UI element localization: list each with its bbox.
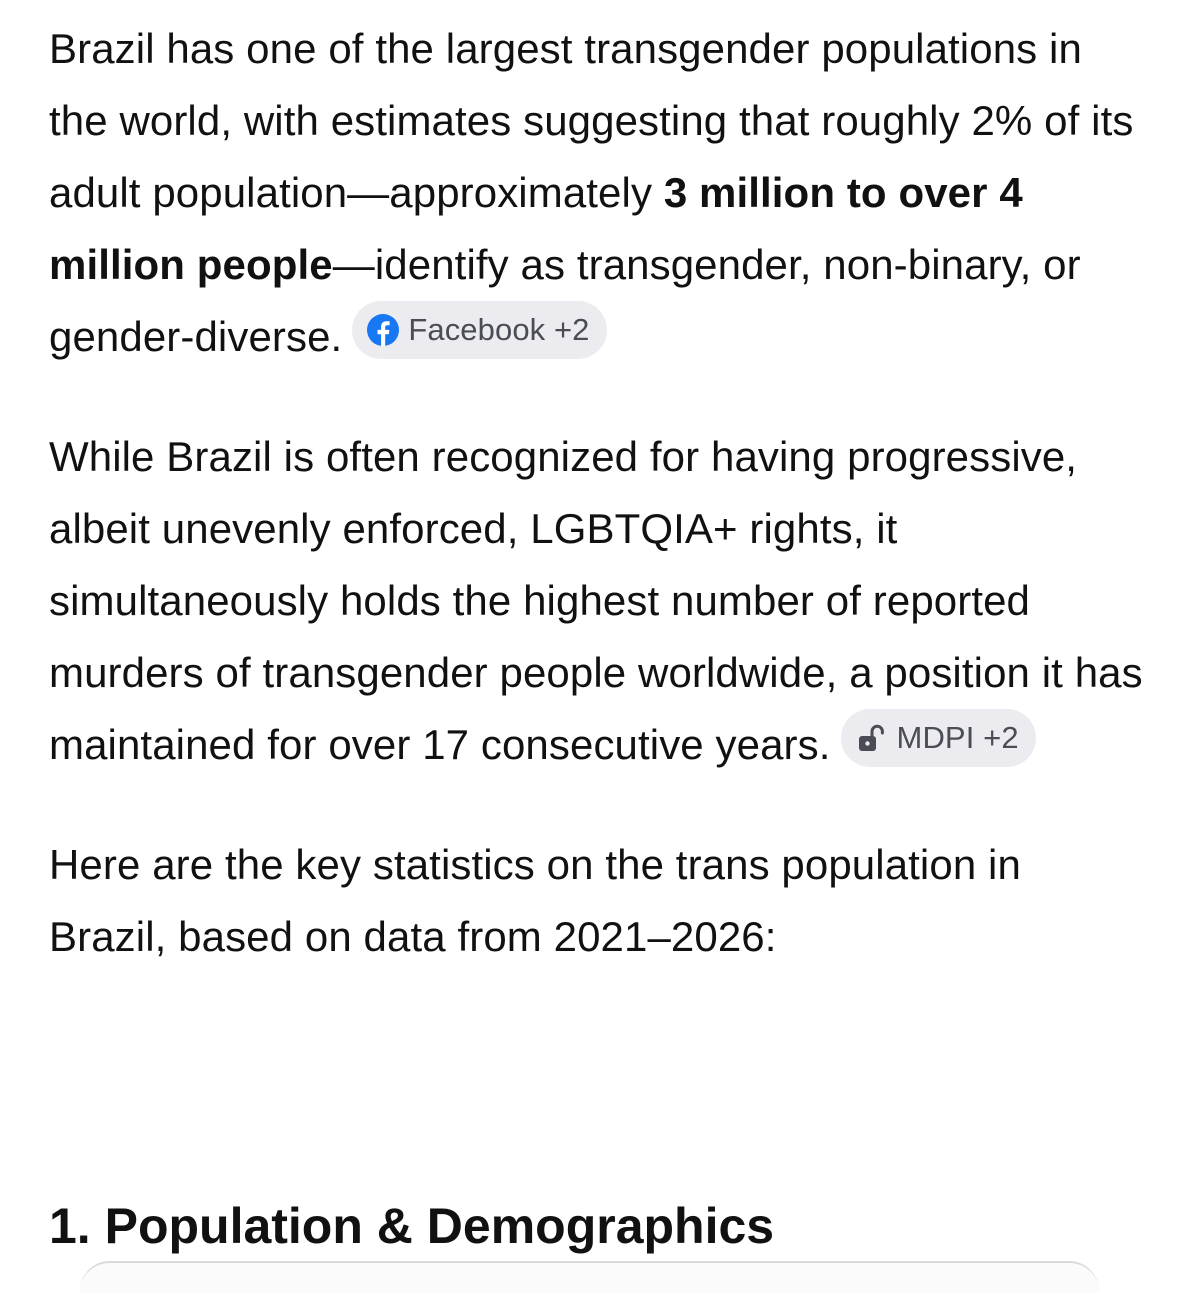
answer-body: [49, 13, 1149, 973]
unlocked-lock-icon: [855, 721, 889, 755]
paragraph-population: [49, 13, 1149, 373]
paragraph-population-text-end: —identify as transgender, non-binary, or gender-diverse.: [49, 241, 1081, 360]
paragraph-intro-statistics-text: Here are the key statistics on the trans population in Brazil, based on data from 2021–2026:: [49, 841, 1021, 960]
source-chip-label: MDPI +2: [896, 720, 1019, 755]
paragraph-population-text-start: Brazil has one of the largest transgender populations in the world, with estimates suggesting that roughly 2% of its adult population—approximately: [49, 25, 1134, 216]
source-chip-mdpi[interactable]: [841, 709, 1036, 767]
paragraph-rights-violence-text: While Brazil is often recognized for having progressive, albeit unevenly enforced, LGBTQIA+ rights, it simultaneously holds the highest number of reported murders of transgender people worldwide, a position it has maintained for over 17 consecutive years.: [49, 433, 1143, 768]
source-chip-label: Facebook +2: [408, 312, 590, 347]
population-estimate-highlight: 3 million to over 4 million people: [49, 169, 1023, 288]
section-heading: 1. Population & Demographics: [49, 1198, 775, 1254]
bottom-input-panel-edge: [80, 1261, 1099, 1293]
paragraph-intro-statistics: [49, 829, 1149, 973]
facebook-icon: [366, 313, 400, 347]
paragraph-rights-violence: [49, 421, 1149, 781]
section-heading-container: [49, 1190, 1149, 1254]
source-chip-facebook[interactable]: [352, 301, 606, 359]
